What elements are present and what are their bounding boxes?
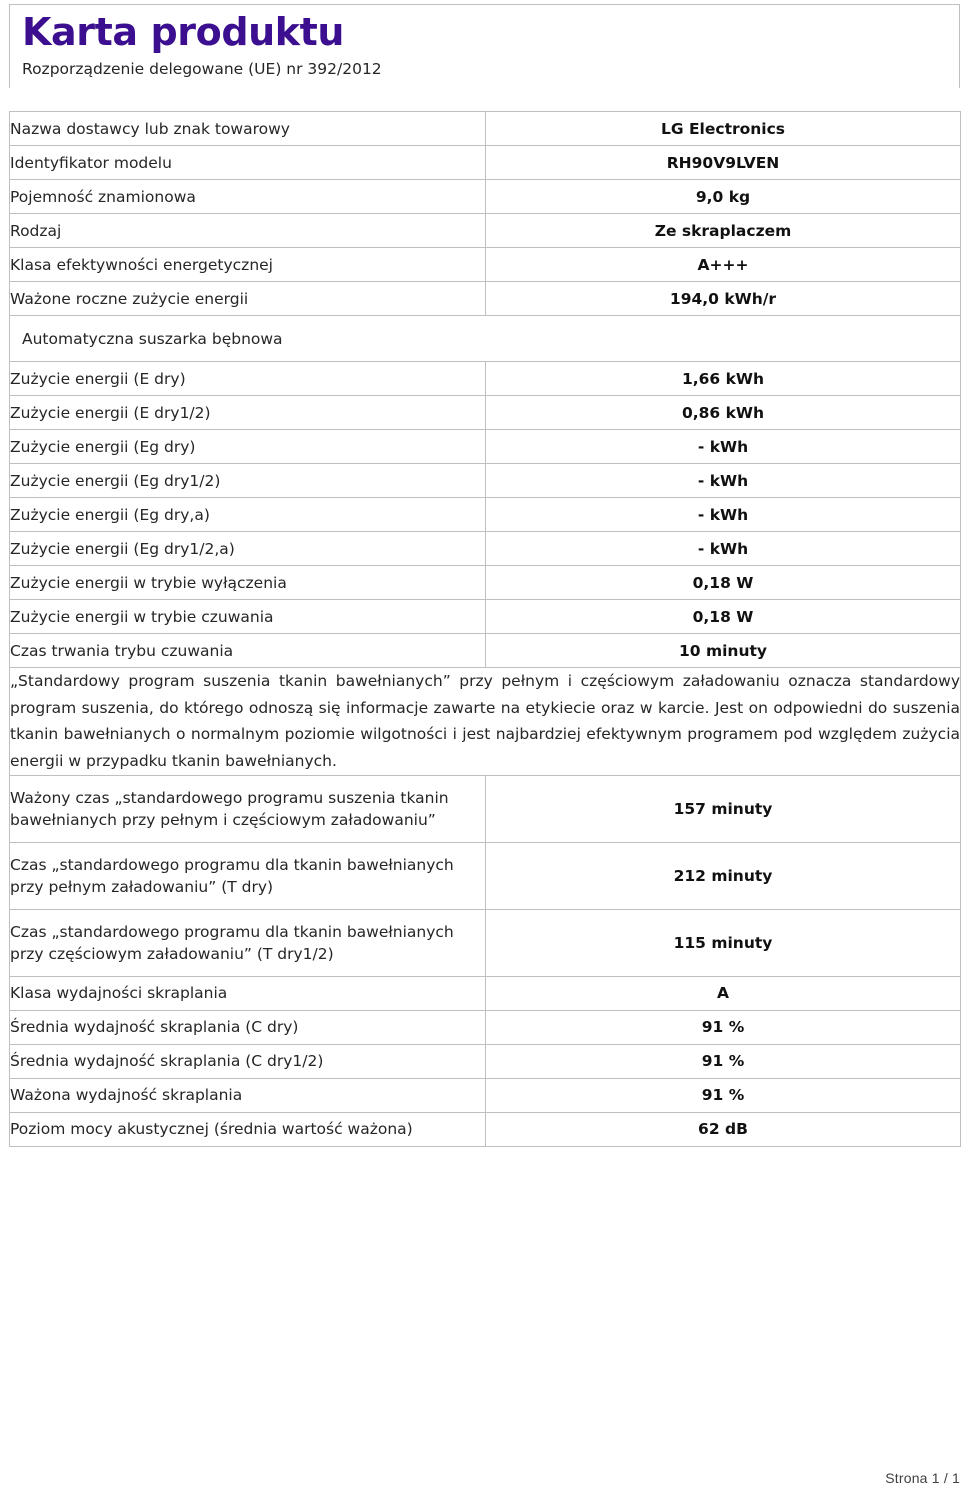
table-row: [10, 396, 961, 430]
table-row: [10, 146, 961, 180]
spec-label: Średnia wydajność skraplania (C dry): [10, 1010, 486, 1044]
product-specification-table: [9, 111, 961, 1147]
spec-label: Czas „standardowego programu dla tkanin bawełnianych przy pełnym załadowaniu” (T dry): [10, 842, 486, 909]
spec-value: 1,66 kWh: [486, 362, 961, 396]
spec-table-body: [10, 112, 961, 1147]
spec-label: Czas „standardowego programu dla tkanin bawełnianych przy częściowym załadowaniu” (T dry1/2): [10, 909, 486, 976]
spec-value: LG Electronics: [486, 112, 961, 146]
spec-label: Zużycie energii w trybie czuwania: [10, 600, 486, 634]
spec-value: 212 minuty: [486, 842, 961, 909]
spec-label: Średnia wydajność skraplania (C dry1/2): [10, 1044, 486, 1078]
spec-value: 62 dB: [486, 1112, 961, 1146]
table-row: [10, 362, 961, 396]
table-row: [10, 1010, 961, 1044]
spec-value: 91 %: [486, 1010, 961, 1044]
spec-label: Zużycie energii w trybie wyłączenia: [10, 566, 486, 600]
spec-value: - kWh: [486, 430, 961, 464]
spec-value: 91 %: [486, 1078, 961, 1112]
regulation-subtitle: Rozporządzenie delegowane (UE) nr 392/2012: [22, 59, 382, 78]
page-title: Karta produktu: [22, 10, 345, 54]
spec-value: - kWh: [486, 532, 961, 566]
spec-value: RH90V9LVEN: [486, 146, 961, 180]
spec-label: Pojemność znamionowa: [10, 180, 486, 214]
table-row: [10, 1112, 961, 1146]
spec-label: Zużycie energii (Eg dry): [10, 430, 486, 464]
spec-label: Klasa wydajności skraplania: [10, 976, 486, 1010]
spec-label: Zużycie energii (E dry1/2): [10, 396, 486, 430]
spec-value: 91 %: [486, 1044, 961, 1078]
spec-label: Automatyczna suszarka bębnowa: [10, 316, 961, 362]
spec-value: 194,0 kWh/r: [486, 282, 961, 316]
table-row: [10, 1078, 961, 1112]
table-row: [10, 180, 961, 214]
spec-value: A: [486, 976, 961, 1010]
table-row: [10, 532, 961, 566]
spec-value: A+++: [486, 248, 961, 282]
table-row: [10, 842, 961, 909]
table-row: [10, 248, 961, 282]
page-number-footer: Strona 1 / 1: [885, 1470, 960, 1486]
spec-label: Zużycie energii (Eg dry,a): [10, 498, 486, 532]
table-row: [10, 775, 961, 842]
spec-label: Czas trwania trybu czuwania: [10, 634, 486, 668]
spec-value: 10 minuty: [486, 634, 961, 668]
table-row: [10, 464, 961, 498]
spec-value: - kWh: [486, 498, 961, 532]
note-row: [10, 668, 961, 776]
table-row: [10, 498, 961, 532]
table-row: [10, 112, 961, 146]
spec-value: 157 minuty: [486, 775, 961, 842]
table-row: [10, 600, 961, 634]
spec-value: 0,86 kWh: [486, 396, 961, 430]
spec-value: Ze skraplaczem: [486, 214, 961, 248]
table-row: [10, 430, 961, 464]
spec-label: Ważony czas „standardowego programu suszenia tkanin bawełnianych przy pełnym i częściowym załadowaniu”: [10, 775, 486, 842]
table-row: [10, 909, 961, 976]
table-row: [10, 566, 961, 600]
table-row: [10, 976, 961, 1010]
spec-label: Ważona wydajność skraplania: [10, 1078, 486, 1112]
spec-value: 9,0 kg: [486, 180, 961, 214]
spec-label: Zużycie energii (Eg dry1/2): [10, 464, 486, 498]
standard-programme-note: „Standardowy program suszenia tkanin bawełnianych” przy pełnym i częściowym załadowaniu oznacza standardowy program suszenia, do którego odnoszą się informacje zawarte na etykiecie oraz w karcie. Jest on odpowiedni do suszenia tkanin bawełnianych o normalnym poziomie wilgotności i jest najbardziej efektywnym programem pod względem zużycia energii w przypadku tkanin bawełnianych.: [10, 668, 961, 776]
table-row: [10, 282, 961, 316]
table-row: [10, 1044, 961, 1078]
spec-label: Ważone roczne zużycie energii: [10, 282, 486, 316]
spec-label: Klasa efektywności energetycznej: [10, 248, 486, 282]
spec-value: 115 minuty: [486, 909, 961, 976]
spec-label: Rodzaj: [10, 214, 486, 248]
spec-label: Identyfikator modelu: [10, 146, 486, 180]
table-row: [10, 214, 961, 248]
spec-value: 0,18 W: [486, 600, 961, 634]
spec-value: - kWh: [486, 464, 961, 498]
document-header: [9, 4, 960, 88]
spec-label: Nazwa dostawcy lub znak towarowy: [10, 112, 486, 146]
spec-label: Poziom mocy akustycznej (średnia wartość ważona): [10, 1112, 486, 1146]
table-row: [10, 316, 961, 362]
spec-label: Zużycie energii (E dry): [10, 362, 486, 396]
spec-label: Zużycie energii (Eg dry1/2,a): [10, 532, 486, 566]
spec-value: 0,18 W: [486, 566, 961, 600]
table-row: [10, 634, 961, 668]
